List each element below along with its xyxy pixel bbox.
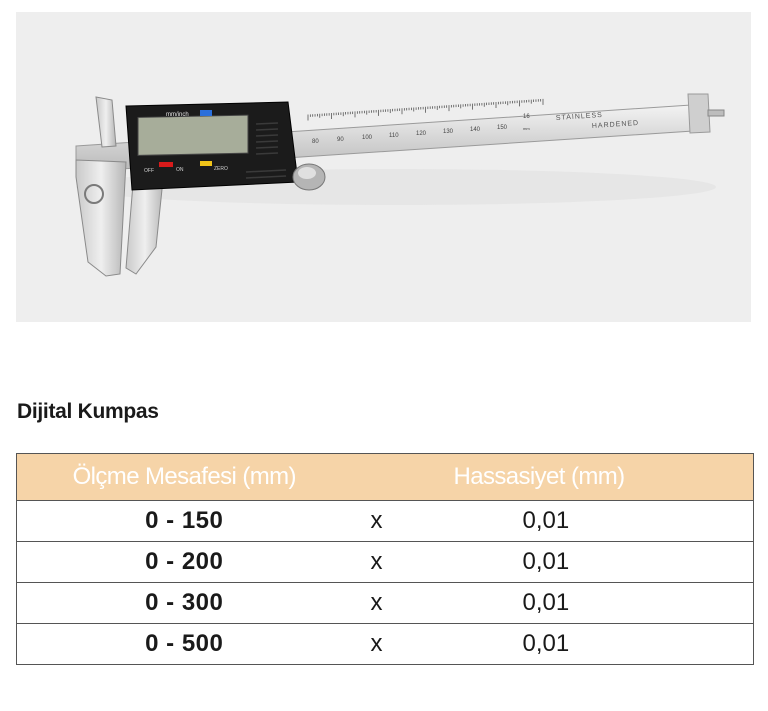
accuracy-cell: 0,01: [402, 542, 754, 583]
scale-number: 150: [497, 125, 508, 131]
product-photo: [16, 12, 751, 322]
scale-number: 90: [337, 137, 344, 143]
accuracy-cell: 0,01: [402, 583, 754, 624]
off-label: OFF: [144, 168, 154, 174]
table-row: [17, 501, 754, 542]
range-cell: 0 - 500: [17, 624, 352, 665]
off-on-button: [159, 162, 173, 167]
stamp-hardened: HARDENED: [591, 119, 640, 130]
scale-end-mark: 16: [523, 114, 530, 120]
accuracy-cell: 0,01: [402, 624, 754, 665]
accuracy-cell: 0,01: [402, 501, 754, 542]
scale-number: 140: [470, 127, 481, 133]
scale-number: 130: [443, 129, 454, 135]
product-title: Dijital Kumpas: [17, 400, 159, 423]
scale-number: 110: [389, 133, 399, 139]
zero-button: [200, 161, 212, 166]
stamp-stainless: STAINLESS: [555, 111, 604, 122]
brand-badge: [200, 110, 212, 116]
range-cell: 0 - 300: [17, 583, 352, 624]
scale-number: 80: [312, 139, 319, 145]
scale-number: 100: [362, 135, 373, 141]
header-measuring-range: Ölçme Mesafesi (mm): [17, 454, 352, 501]
separator-cell: x: [352, 542, 402, 583]
separator-cell: x: [352, 624, 402, 665]
range-cell: 0 - 200: [17, 542, 352, 583]
separator-cell: x: [352, 583, 402, 624]
spec-table: [16, 453, 754, 665]
header-accuracy: Hassasiyet (mm): [402, 454, 754, 501]
table-row: [17, 542, 754, 583]
scale-number: 120: [416, 131, 427, 137]
header-spacer: [352, 454, 402, 501]
fixed-jaw: [76, 160, 126, 276]
scale-unit-mark: mm: [523, 126, 530, 131]
on-label: ON: [176, 167, 184, 173]
zero-label: ZERO: [214, 166, 228, 172]
table-row: [17, 624, 754, 665]
range-cell: 0 - 150: [17, 501, 352, 542]
display-brand-text: mm/inch: [166, 112, 189, 118]
lcd-screen: [138, 115, 248, 155]
table-row: [17, 583, 754, 624]
spec-table-header-row: [17, 454, 754, 501]
separator-cell: x: [352, 501, 402, 542]
